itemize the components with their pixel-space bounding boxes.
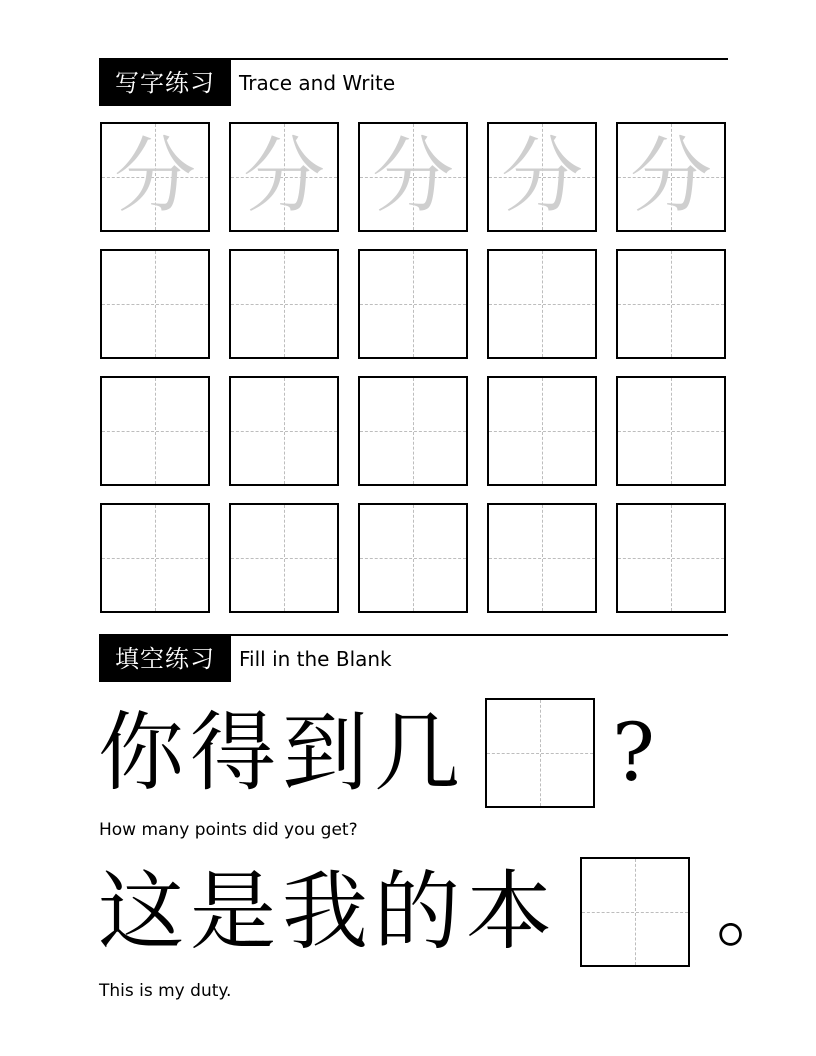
practice-cell[interactable]: [616, 249, 726, 359]
practice-cell[interactable]: [616, 376, 726, 486]
trace-section-tag: 写字练习: [99, 60, 231, 106]
practice-cell[interactable]: [616, 503, 726, 613]
sentence-1-blank-box[interactable]: [485, 698, 595, 808]
trace-cell[interactable]: [487, 122, 597, 232]
practice-cell[interactable]: [229, 503, 339, 613]
practice-cell[interactable]: [358, 376, 468, 486]
sentence-1-text: 你得到几: [98, 703, 466, 803]
trace-section-header: [99, 58, 728, 106]
trace-character: 分: [113, 129, 196, 224]
fill-section-tag: 填空练习: [99, 636, 231, 682]
practice-cell[interactable]: [487, 376, 597, 486]
trace-section-subtitle: Trace and Write: [239, 71, 396, 95]
practice-cell[interactable]: [229, 249, 339, 359]
trace-character: 分: [242, 129, 325, 224]
practice-cell[interactable]: [100, 376, 210, 486]
sentence-1-punctuation: ?: [612, 706, 655, 799]
trace-cell[interactable]: [358, 122, 468, 232]
practice-cell[interactable]: [487, 503, 597, 613]
sentence-2-blank-box[interactable]: [580, 857, 690, 967]
trace-cell[interactable]: [100, 122, 210, 232]
trace-cell[interactable]: [229, 122, 339, 232]
sentence-2-translation: This is my duty.: [99, 981, 232, 1001]
practice-cell[interactable]: [100, 503, 210, 613]
fill-section-subtitle: Fill in the Blank: [239, 647, 392, 671]
practice-cell[interactable]: [229, 376, 339, 486]
trace-character: 分: [371, 129, 454, 224]
fill-section-header: [99, 634, 728, 682]
sentence-1-translation: How many points did you get?: [99, 820, 358, 840]
sentence-2-punctuation: 。: [716, 865, 796, 958]
practice-cell[interactable]: [487, 249, 597, 359]
trace-character: 分: [629, 129, 712, 224]
practice-cell[interactable]: [100, 249, 210, 359]
trace-character: 分: [500, 129, 583, 224]
trace-cell[interactable]: [616, 122, 726, 232]
sentence-2-text: 这是我的本: [98, 862, 558, 962]
practice-cell[interactable]: [358, 503, 468, 613]
practice-cell[interactable]: [358, 249, 468, 359]
